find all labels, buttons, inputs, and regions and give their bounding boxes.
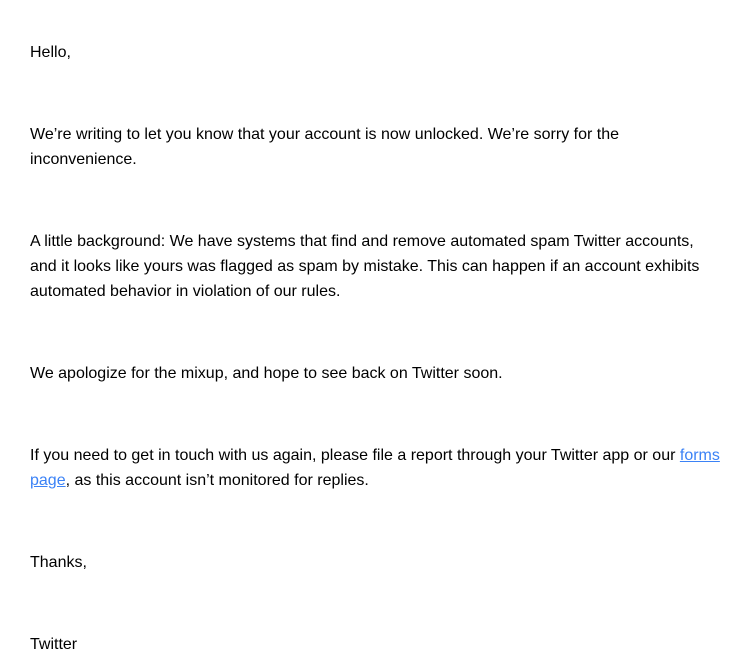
contact-paragraph bbox=[30, 443, 720, 493]
contact-text-after: , as this account isn’t monitored for replies. bbox=[65, 472, 369, 489]
unlocked-paragraph: We’re writing to let you know that your account is now unlocked. We’re sorry for the inconvenience. bbox=[30, 126, 620, 168]
contact-text-before: If you need to get in touch with us again, please file a report through your Twitter app or our bbox=[30, 447, 680, 464]
forms-page-link[interactable]: forms page bbox=[30, 447, 720, 489]
background-paragraph: A little background: We have systems that find and remove automated spam Twitter accounts, and it looks like yours was flagged as spam by mistake. This can happen if an account exhibits automated behavior in violation of our rules. bbox=[30, 233, 700, 300]
thanks-text: Thanks, bbox=[30, 554, 87, 571]
signature-text: Twitter bbox=[30, 636, 78, 653]
apology-paragraph: We apologize for the mixup, and hope to see back on Twitter soon. bbox=[30, 365, 503, 382]
greeting-text: Hello, bbox=[30, 44, 71, 61]
